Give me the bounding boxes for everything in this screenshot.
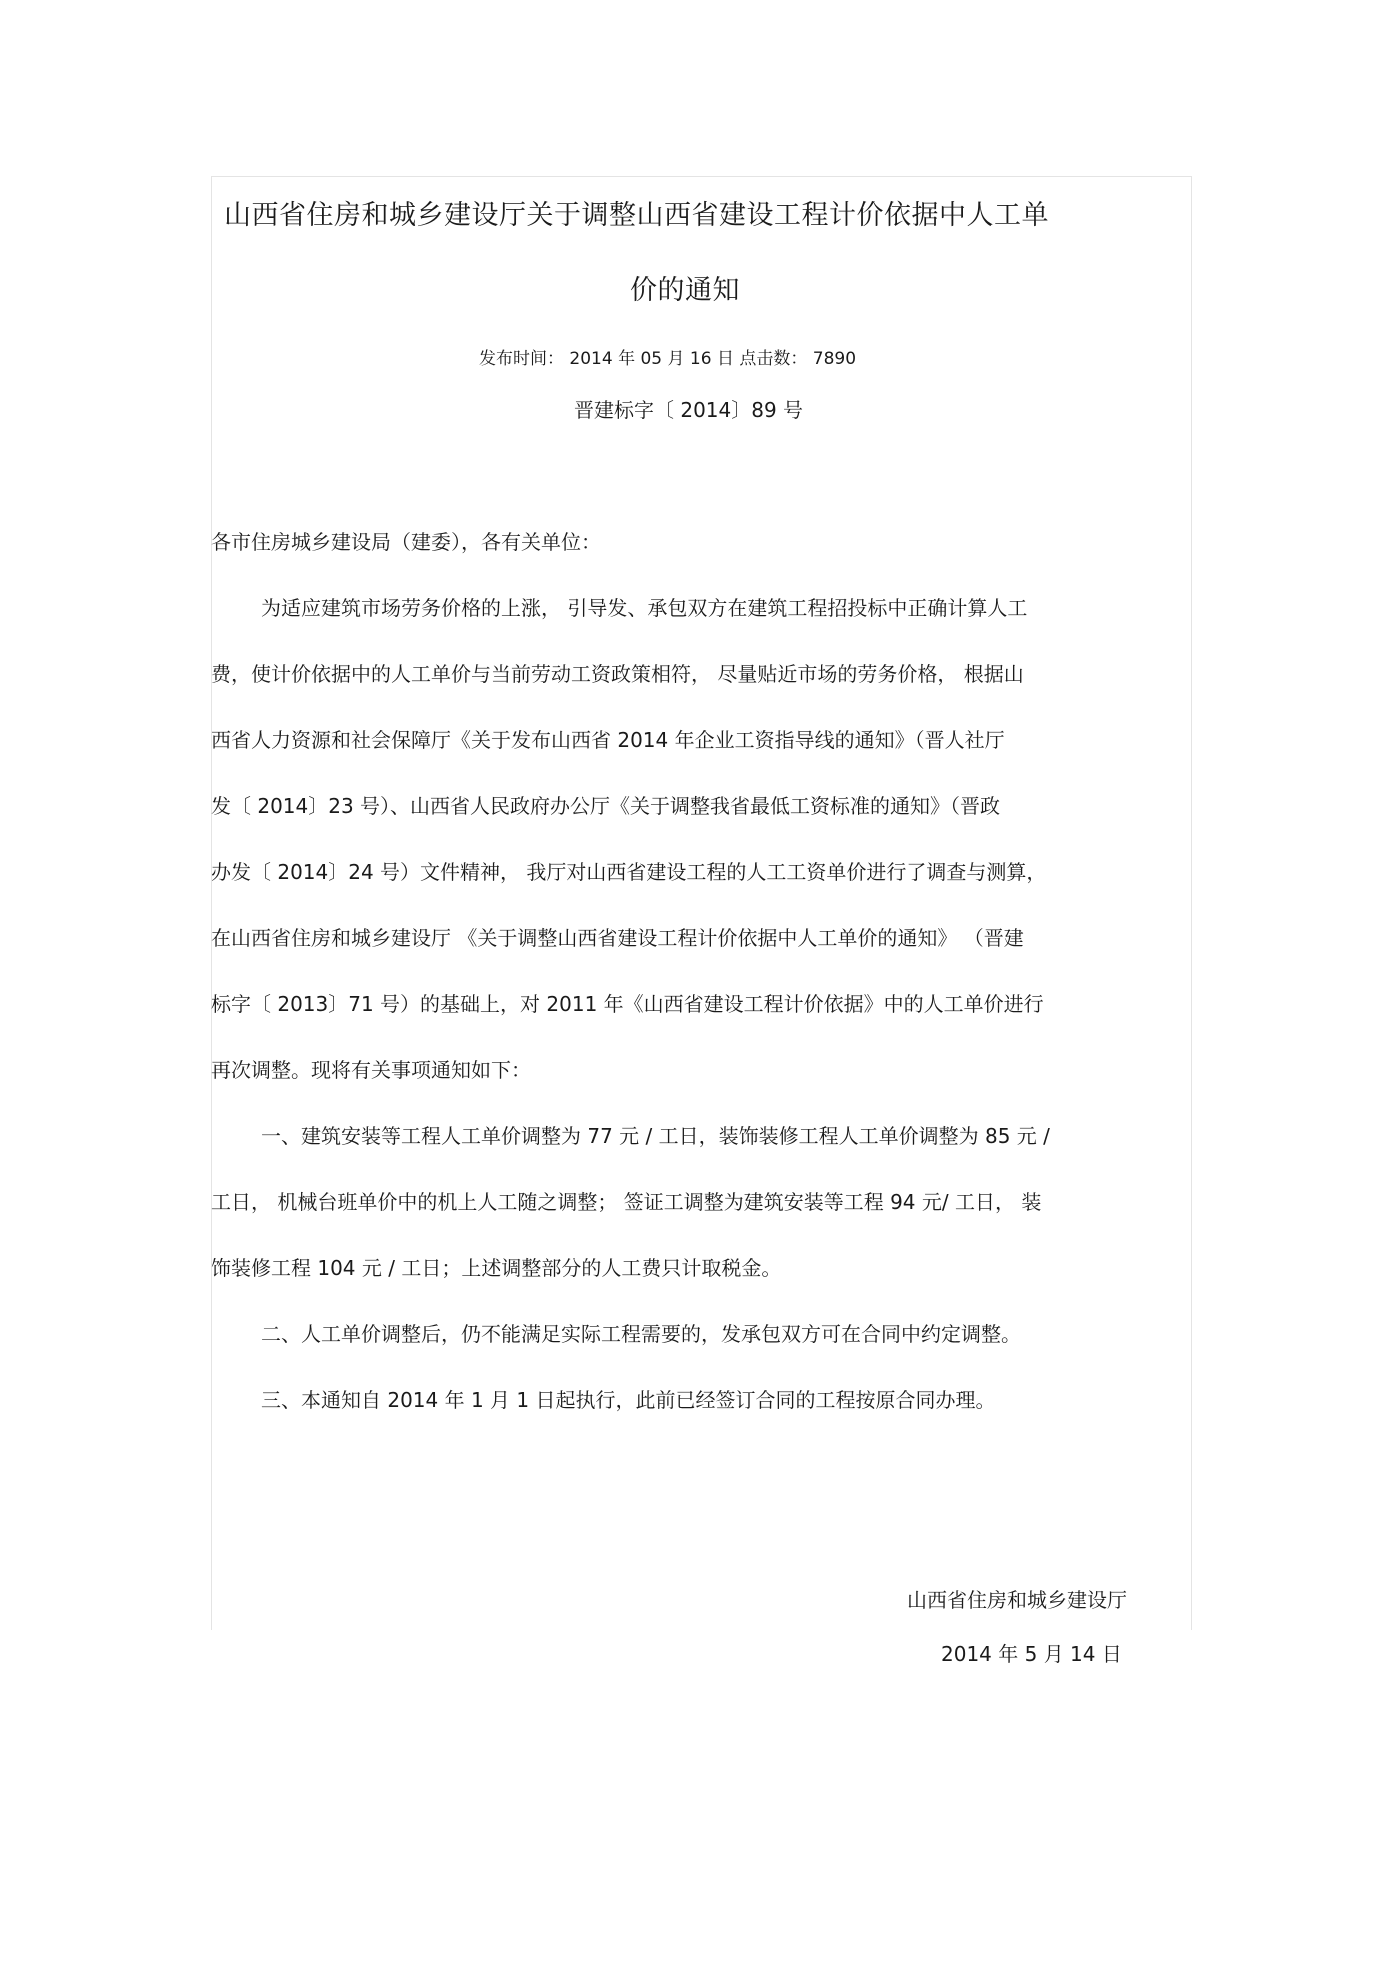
paragraph-line: 西省人力资源和社会保障厅《关于发布山西省 2014 年企业工资指导线的通知》（晋人社厅 (211, 728, 1005, 752)
publish-info: 发布时间： 2014 年 05 月 16 日 点击数： 7890 (479, 349, 857, 369)
paragraph-line: 一、建筑安装等工程人工单价调整为 77 元 / 工日，装饰装修工程人工单价调整为 85 元 / (261, 1124, 1050, 1148)
paragraph-line: 工日， 机械台班单价中的机上人工随之调整； 签证工调整为建筑安装等工程 94 元/ 工日， 装 (211, 1190, 1042, 1214)
document-number: 晋建标字〔 2014〕89 号 (574, 398, 804, 422)
paragraph-line: 三、本通知自 2014 年 1 月 1 日起执行，此前已经签订合同的工程按原合同办理。 (261, 1388, 996, 1412)
paragraph-line: 费，使计价依据中的人工单价与当前劳动工资政策相符， 尽量贴近市场的劳务价格， 根据山 (211, 662, 1024, 686)
paragraph-line: 标字〔 2013〕71 号）的基础上，对 2011 年《山西省建设工程计价依据》中的人工单价进行 (211, 992, 1044, 1016)
paragraph-line: 二、人工单价调整后，仍不能满足实际工程需要的，发承包双方可在合同中约定调整。 (261, 1322, 1021, 1346)
paragraph-line: 再次调整。现将有关事项通知如下： (211, 1058, 531, 1082)
paragraph-line: 在山西省住房和城乡建设厅 《关于调整山西省建设工程计价依据中人工单价的通知》 （晋建 (211, 926, 1024, 950)
title-line-1: 山西省住房和城乡建设厅关于调整山西省建设工程计价依据中人工单 (224, 200, 1049, 231)
paragraph-line: 办发〔 2014〕24 号）文件精神， 我厅对山西省建设工程的人工工资单价进行了调查与测算， (211, 860, 1047, 884)
paragraph-line: 发〔 2014〕23 号）、山西省人民政府办公厅《关于调整我省最低工资标准的通知》（晋政 (211, 794, 1001, 818)
paragraph-line: 为适应建筑市场劳务价格的上涨， 引导发、承包双方在建筑工程招投标中正确计算人工 (261, 596, 1028, 620)
signature-date: 2014 年 5 月 14 日 (941, 1642, 1122, 1666)
salutation: 各市住房城乡建设局（建委），各有关单位： (211, 530, 601, 554)
title-line-2: 价的通知 (630, 275, 740, 306)
signature-organization: 山西省住房和城乡建设厅 (907, 1588, 1127, 1612)
paragraph-line: 饰装修工程 104 元 / 工日；上述调整部分的人工费只计取税金。 (211, 1256, 782, 1280)
